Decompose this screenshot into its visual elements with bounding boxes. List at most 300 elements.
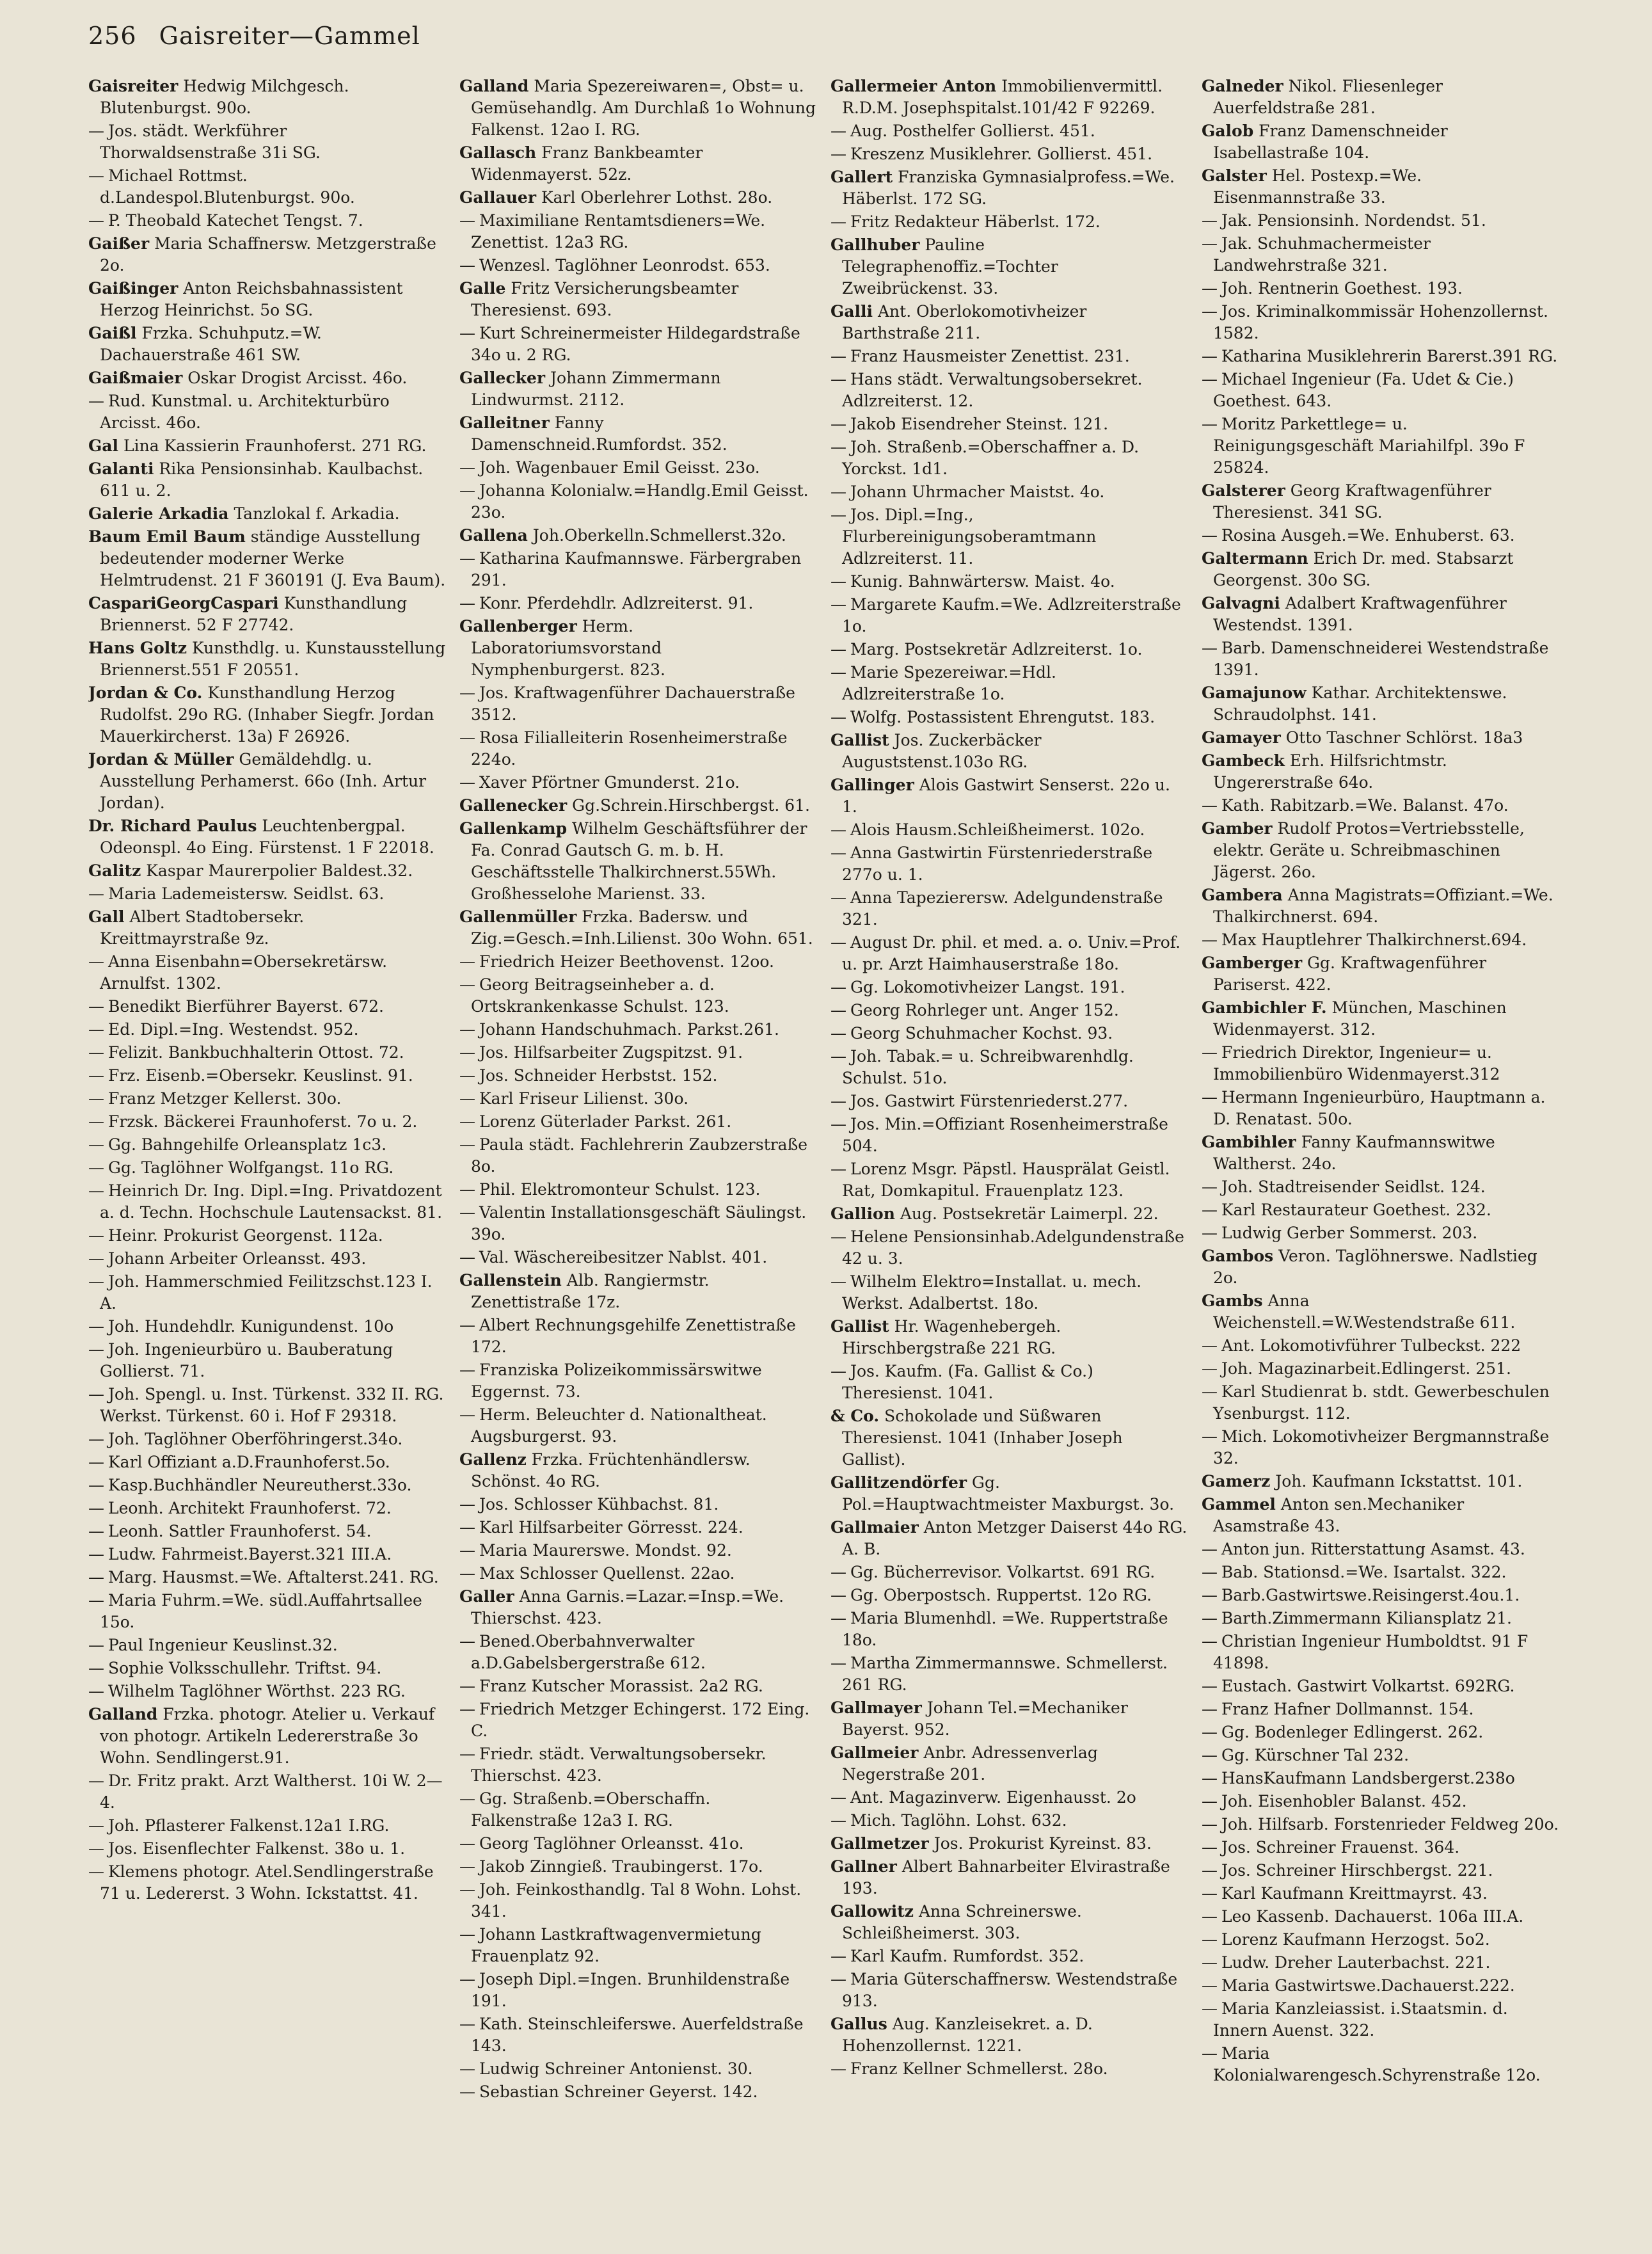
- directory-entry: [1202, 1952, 1560, 1974]
- directory-entry: [459, 1179, 818, 1201]
- directory-entry: [88, 1704, 447, 1769]
- entry-text: Hedwig Milchgesch. Blutenburgst. 90o.: [100, 77, 349, 117]
- entry-text: Alois Hausm.Schleißheimerst. 102o.: [850, 820, 1145, 839]
- entry-text: Franziska Polizeikommissärswitwe Eggernst. 73.: [471, 1361, 762, 1401]
- ditto-dash: —: [88, 1862, 104, 1881]
- entry-text: Joh. Pflasterer Falkenst.12a1 I.RG.: [108, 1816, 390, 1835]
- ditto-dash: —: [88, 1659, 104, 1677]
- ditto-dash: —: [830, 1609, 846, 1627]
- directory-entry: [459, 1879, 818, 1922]
- ditto-dash: —: [88, 1453, 104, 1471]
- ditto-dash: —: [1202, 1769, 1218, 1787]
- directory-entry: [459, 1494, 818, 1515]
- entry-surname: Gallenz: [459, 1450, 527, 1469]
- entry-text: Joh. Magazinarbeit.Edlingerst. 251.: [1221, 1359, 1511, 1378]
- ditto-dash: —: [1202, 1359, 1218, 1378]
- entry-text: P. Theobald Katechet Tengst. 7.: [108, 211, 363, 230]
- directory-entry: [88, 1248, 447, 1270]
- entry-text: Mich. Taglöhn. Lohst. 632.: [850, 1811, 1067, 1830]
- entry-text: Hans städt. Verwaltungsobersekret. Adlzreiterst. 12.: [842, 370, 1143, 410]
- directory-entry: [88, 278, 447, 321]
- directory-entry: [1202, 1494, 1560, 1537]
- entry-surname: Gallner: [830, 1857, 897, 1876]
- ditto-dash: —: [830, 1047, 846, 1066]
- directory-entry: [830, 887, 1189, 931]
- entry-surname: Galvagni: [1202, 594, 1280, 612]
- entry-text: Maria Maurerswe. Mondst. 92.: [479, 1541, 732, 1560]
- directory-entry: [830, 76, 1189, 119]
- ditto-dash: —: [1202, 1815, 1218, 1834]
- directory-entry: [1202, 1222, 1560, 1244]
- entry-surname: Gallecker: [459, 369, 546, 387]
- entry-text: Erich Dr. med. Stabsarzt Georgenst. 30o SG.: [1213, 549, 1514, 589]
- ditto-dash: —: [1202, 1632, 1218, 1651]
- directory-entry: [459, 1042, 818, 1064]
- entry-text: Gg. Bücherrevisor. Volkartst. 691 RG.: [850, 1563, 1156, 1581]
- directory-column-4: [1202, 76, 1560, 2232]
- entry-text: Kath. Steinschleiferswe. Auerfeldstraße 143.: [471, 2015, 804, 2055]
- entry-text: Anna Weichenstell.=W.Westendstraße 611.: [1213, 1291, 1516, 1332]
- entry-text: Hermann Ingenieurbüro, Hauptmann a. D. Renatast. 50o.: [1213, 1088, 1546, 1128]
- directory-entry: [830, 369, 1189, 412]
- entry-text: Felizit. Bankbuchhalterin Ottost. 72.: [108, 1043, 404, 1062]
- directory-entry: [88, 1271, 447, 1315]
- entry-surname: Gaißer: [88, 234, 150, 253]
- ditto-dash: —: [1202, 1723, 1218, 1741]
- directory-entry: [88, 906, 447, 950]
- directory-entry: [1202, 818, 1560, 883]
- entry-text: Gg. Pol.=Hauptwachtmeister Maxburgst. 3o.: [842, 1473, 1175, 1514]
- directory-entry: [830, 120, 1189, 142]
- entry-text: Konr. Pferdehdlr. Adlzreiterst. 91.: [479, 594, 754, 612]
- directory-entry: [88, 1384, 447, 1427]
- entry-surname: Gallmayer: [830, 1698, 922, 1717]
- directory-entry: [459, 457, 818, 479]
- entry-text: Ed. Dipl.=Ing. Westendst. 952.: [108, 1020, 359, 1039]
- entry-text: Leo Kassenb. Dachauerst. 106a III.A.: [1221, 1907, 1524, 1926]
- entry-text: Karl Kaufmann Kreittmayrst. 43.: [1221, 1884, 1488, 1903]
- directory-columns: [88, 76, 1560, 2232]
- directory-entry: [1202, 1975, 1560, 1997]
- entry-text: Pauline Telegraphenoffiz.=Tochter Zweibrückenst. 33.: [842, 236, 1058, 298]
- directory-entry: [830, 842, 1189, 886]
- entry-text: Ludwig Gerber Sommerst. 203.: [1221, 1224, 1478, 1242]
- ditto-dash: —: [88, 211, 104, 230]
- entry-surname: Galleitner: [459, 413, 550, 432]
- entry-text: Lorenz Güterlader Parkst. 261.: [479, 1112, 732, 1131]
- ditto-dash: —: [1202, 370, 1218, 388]
- entry-text: Frz. Eisenb.=Obersekr. Keuslinst. 91.: [108, 1066, 413, 1085]
- directory-entry: [459, 76, 818, 141]
- directory-entry: [830, 707, 1189, 728]
- directory-entry: [459, 548, 818, 591]
- entry-text: Johann Arbeiter Orleansst. 493.: [108, 1249, 367, 1268]
- directory-entry: [830, 1023, 1189, 1044]
- entry-surname: Gallenecker: [459, 796, 568, 815]
- entry-text: Kunsthdlg. u. Kunstausstellung Briennerst.551 F 20551.: [100, 639, 446, 679]
- entry-text: Nikol. Fliesenleger Auerfeldstraße 281.: [1213, 77, 1443, 117]
- directory-entry: [1202, 1290, 1560, 1334]
- directory-entry: [1202, 1608, 1560, 1629]
- entry-text: Anna Magistrats=Offiziant.=We. Thalkirchnerst. 694.: [1213, 886, 1553, 926]
- directory-entry: [459, 255, 818, 276]
- ditto-dash: —: [830, 122, 846, 140]
- directory-entry: [88, 1681, 447, 1702]
- directory-entry: [1202, 1860, 1560, 1882]
- ditto-dash: —: [459, 1316, 475, 1334]
- entry-text: Ludw. Dreher Lauterbachst. 221.: [1221, 1953, 1491, 1972]
- ditto-dash: —: [459, 594, 475, 612]
- directory-entry: [1202, 548, 1560, 591]
- directory-entry: [830, 1046, 1189, 1089]
- entry-text: Jak. Schuhmachermeister Landwehrstraße 321.: [1213, 234, 1431, 275]
- entry-surname: Gamberger: [1202, 954, 1303, 972]
- ditto-dash: —: [88, 1226, 104, 1245]
- entry-text: Immobilienvermittl. R.D.M. Josephspitalst.101/42 F 92269.: [842, 77, 1163, 117]
- ditto-dash: —: [1202, 1609, 1218, 1627]
- entry-text: Sophie Volksschullehr. Triftst. 94.: [108, 1659, 382, 1677]
- entry-text: Kreszenz Musiklehrer. Gollierst. 451.: [850, 145, 1153, 163]
- entry-text: Hel. Postexp.=We. Eisenmannstraße 33.: [1213, 166, 1422, 207]
- entry-text: Jos. Dipl.=Ing., Flurbereinigungsoberamtmann Adlzreiterst. 11.: [842, 506, 1097, 568]
- directory-entry: [1202, 1585, 1560, 1606]
- entry-text: Kaspar Maurerpolier Baldest.32.: [146, 861, 413, 880]
- ditto-dash: —: [459, 1541, 475, 1560]
- entry-text: Jos. Min.=Offiziant Rosenheimerstraße 504.: [842, 1115, 1168, 1155]
- entry-text: Leonh. Architekt Fraunhoferst. 72.: [108, 1499, 392, 1517]
- ditto-dash: —: [1202, 211, 1218, 230]
- directory-entry: [1202, 1471, 1560, 1492]
- entry-text: Erh. Hilfsrichtmstr. Ungererstraße 64o.: [1213, 751, 1447, 792]
- ditto-dash: —: [88, 1816, 104, 1835]
- entry-text: Albert Bahnarbeiter Elvirastraße 193.: [842, 1857, 1170, 1898]
- entry-text: Bened.Oberbahnverwalter a.D.Gabelsbergerstraße 612.: [471, 1632, 706, 1672]
- entry-text: Mich. Lokomotivheizer Bergmannstraße 32.: [1213, 1427, 1550, 1467]
- entry-text: Frzsk. Bäckerei Fraunhoferst. 7o u. 2.: [108, 1112, 418, 1131]
- entry-text: Georg Rohrleger unt. Anger 152.: [850, 1001, 1119, 1019]
- entry-surname: Galsterer: [1202, 481, 1285, 500]
- entry-text: Wolfg. Postassistent Ehrengutst. 183.: [850, 708, 1156, 726]
- directory-entry: [1202, 1768, 1560, 1789]
- entry-text: Katharina Musiklehrerin Barerst.391 RG.: [1221, 347, 1558, 365]
- directory-entry: [1202, 210, 1560, 232]
- entry-text: Aug. Posthelfer Gollierst. 451.: [850, 122, 1095, 140]
- ditto-dash: —: [1202, 1088, 1218, 1107]
- entry-text: Veron. Taglöhnerswe. Nadlstieg 2o.: [1213, 1247, 1537, 1287]
- entry-text: Gg.Schrein.Hirschbergst. 61.: [572, 796, 811, 815]
- ditto-dash: —: [88, 1317, 104, 1336]
- entry-text: Rud. Kunstmal. u. Architekturbüro Arcisst. 46o.: [100, 392, 390, 432]
- entry-text: Alois Gastwirt Senserst. 22o u. 1.: [842, 776, 1170, 816]
- entry-text: Joh. Hammerschmied Feilitzschst.123 I. A.: [100, 1272, 433, 1313]
- entry-text: Benedikt Bierführer Bayerst. 672.: [108, 997, 384, 1016]
- ditto-dash: —: [1202, 1382, 1218, 1401]
- ditto-dash: —: [459, 1632, 475, 1651]
- directory-entry: [459, 1247, 818, 1268]
- directory-entry: [830, 2013, 1189, 2057]
- ditto-dash: —: [88, 952, 104, 971]
- entry-text: Joh. Hilfsarb. Forstenrieder Feldweg 20o.: [1221, 1815, 1559, 1834]
- ditto-dash: —: [830, 347, 846, 365]
- directory-entry: [1202, 952, 1560, 996]
- entry-surname: Gallert: [830, 168, 893, 186]
- entry-text: Xaver Pförtner Gmunderst. 21o.: [479, 773, 740, 792]
- entry-surname: Gallermeier Anton: [830, 77, 997, 95]
- entry-text: Albert Rechnungsgehilfe Zenettistraße 172.: [471, 1316, 796, 1356]
- entry-text: Leuchtenbergpal. Odeonspl. 4o Eing. Fürstenst. 1 F 22018.: [100, 817, 434, 857]
- ditto-dash: —: [830, 1024, 846, 1043]
- ditto-dash: —: [88, 1839, 104, 1858]
- directory-entry: [1202, 750, 1560, 794]
- directory-entry: [88, 1225, 447, 1247]
- ditto-dash: —: [830, 1586, 846, 1604]
- ditto-dash: —: [830, 1115, 846, 1133]
- ditto-dash: —: [1202, 796, 1218, 815]
- ditto-dash: —: [459, 549, 475, 568]
- entry-text: Christian Ingenieur Humboldtst. 91 F 41898.: [1213, 1632, 1529, 1672]
- directory-entry: [830, 1158, 1189, 1202]
- entry-text: Gg. Kraftwagenführer Pariserst. 422.: [1213, 954, 1487, 994]
- ditto-dash: —: [88, 884, 104, 903]
- entry-text: Franziska Gymnasialprofess.=We. Häberlst. 172 SG.: [842, 168, 1175, 208]
- ditto-dash: —: [88, 1340, 104, 1359]
- directory-entry: [88, 1065, 447, 1087]
- entry-text: Gg. Oberpostsch. Ruppertst. 12o RG.: [850, 1586, 1152, 1604]
- ditto-dash: —: [88, 1135, 104, 1154]
- directory-entry: [1202, 1998, 1560, 2042]
- ditto-dash: —: [459, 1880, 475, 1899]
- ditto-dash: —: [830, 663, 846, 682]
- directory-entry: [459, 480, 818, 524]
- entry-surname: Gammel: [1202, 1495, 1276, 1514]
- directory-entry: [830, 436, 1189, 480]
- directory-entry: [830, 1226, 1189, 1270]
- entry-surname: Gallmaier: [830, 1518, 919, 1537]
- directory-entry: [1202, 682, 1560, 726]
- directory-entry: [830, 1652, 1189, 1696]
- directory-entry: [459, 142, 818, 186]
- ditto-dash: —: [459, 975, 475, 994]
- directory-entry: [830, 1316, 1189, 1359]
- entry-surname: Gallist: [830, 731, 889, 749]
- directory-entry: [88, 593, 447, 636]
- entry-text: Johann Lastkraftwagenvermietung Frauenplatz 92.: [471, 1925, 761, 1965]
- directory-entry: [88, 233, 447, 276]
- entry-text: Valentin Installationsgeschäft Säulingst. 39o.: [471, 1203, 807, 1243]
- entry-surname: Jordan & Müller: [88, 750, 234, 769]
- ditto-dash: —: [1202, 1677, 1218, 1695]
- entry-text: Frzka. Schuhputz.=W. Dachauerstraße 461 SW.: [100, 324, 322, 364]
- ditto-dash: —: [88, 1682, 104, 1700]
- entry-surname: Dr. Richard Paulus: [88, 817, 257, 835]
- directory-entry: [88, 1658, 447, 1679]
- entry-surname: Gallenstein: [459, 1271, 562, 1290]
- directory-entry: [459, 210, 818, 253]
- entry-text: Kunsthandlung Herzog Rudolfst. 29o RG. (Inhaber Siegfr. Jordan Mauerkircherst. 13a) F 26926.: [100, 683, 434, 746]
- ditto-dash: —: [459, 1495, 475, 1514]
- entry-text: Karl Friseur Lilienst. 30o.: [479, 1089, 689, 1108]
- entry-text: Anna Tapezierersw. Adelgundenstraße 321.: [842, 888, 1163, 929]
- entry-text: Kasp.Buchhändler Neureutherst.33o.: [108, 1476, 412, 1494]
- entry-text: Frzka. photogr. Atelier u. Verkauf von photogr. Artikeln Ledererstraße 3o Wohn. Sendlingerst.91.: [100, 1705, 435, 1767]
- entry-text: Johann Zimmermann Lindwurmst. 2112.: [471, 369, 721, 409]
- directory-entry: [459, 187, 818, 209]
- directory-entry: [830, 234, 1189, 300]
- entry-text: Kunsthandlung Briennerst. 52 F 27742.: [100, 594, 408, 634]
- entry-surname: Gallena: [459, 526, 528, 545]
- entry-text: Jos. Kriminalkommissär Hohenzollernst. 1582.: [1213, 302, 1548, 342]
- directory-entry: [1202, 637, 1560, 681]
- directory-entry: [830, 774, 1189, 818]
- directory-entry: [459, 1586, 818, 1629]
- entry-text: Joh. Stadtreisender Seidlst. 124.: [1221, 1178, 1486, 1196]
- entry-text: Georg Schuhmacher Kochst. 93.: [850, 1024, 1113, 1043]
- directory-entry: [459, 682, 818, 726]
- directory-entry: [88, 1544, 447, 1565]
- entry-text: Kunig. Bahnwärtersw. Maist. 4o.: [850, 572, 1115, 591]
- entry-text: Karl Oberlehrer Lothst. 28o.: [541, 188, 773, 207]
- entry-surname: Gallus: [830, 2015, 887, 2033]
- directory-entry: [88, 1111, 447, 1133]
- entry-text: Ant. Lokomotivführer Tulbeckst. 222: [1221, 1336, 1521, 1355]
- entry-text: Jos. Kraftwagenführer Dachauerstraße 3512.: [471, 683, 795, 724]
- ditto-dash: —: [459, 256, 475, 275]
- entry-text: Katharina Kaufmannswe. Färbergraben 291.: [471, 549, 802, 589]
- directory-entry: [88, 1180, 447, 1224]
- entry-text: Rudolf Protos=Vertriebsstelle, elektr. Geräte u. Schreibmaschinen Jägerst. 26o.: [1213, 819, 1525, 881]
- ditto-dash: —: [88, 1089, 104, 1108]
- ditto-dash: —: [830, 820, 846, 839]
- ditto-dash: —: [88, 1499, 104, 1517]
- entry-text: Otto Taschner Schlörst. 18a3: [1285, 728, 1523, 747]
- ditto-dash: —: [459, 481, 475, 500]
- entry-surname: Gambos: [1202, 1247, 1274, 1265]
- entry-text: Max Schlosser Quellenst. 22ao.: [479, 1564, 735, 1583]
- directory-entry: [459, 2081, 818, 2103]
- ditto-dash: —: [1202, 234, 1218, 253]
- entry-text: Gg. Kürschner Tal 232.: [1221, 1746, 1410, 1764]
- directory-entry: [459, 1270, 818, 1313]
- ditto-dash: —: [88, 1522, 104, 1540]
- entry-text: Karl Kaufm. Rumfordst. 352.: [850, 1947, 1084, 1965]
- page-running-title: Gaisreiter—Gammel: [159, 22, 420, 50]
- directory-entry: [1202, 346, 1560, 367]
- ditto-dash: —: [459, 1789, 475, 1808]
- directory-entry: [88, 1521, 447, 1542]
- directory-entry: [1202, 1883, 1560, 1905]
- ditto-dash: —: [88, 1020, 104, 1039]
- entry-text: Joh. Tabak.= u. Schreibwarenhdlg. Schulst. 51o.: [842, 1047, 1134, 1087]
- entry-text: Margarete Kaufm.=We. Adlzreiterstraße 1o.: [842, 595, 1181, 635]
- entry-text: Friedr. städt. Verwaltungsobersekr. Thierschst. 423.: [471, 1745, 766, 1785]
- entry-text: Jos. Eisenflechter Falkenst. 38o u. 1.: [108, 1839, 406, 1858]
- directory-entry: [459, 727, 818, 771]
- entry-text: Jos. Kaufm. (Fa. Gallist & Co.) Theresienst. 1041.: [842, 1362, 1093, 1402]
- ditto-dash: —: [459, 773, 475, 792]
- page-header: [88, 22, 420, 50]
- entry-text: Heinrich Dr. Ing. Dipl.=Ing. Privatdozent a. d. Techn. Hochschule Lautensackst. 81.: [100, 1181, 443, 1222]
- entry-text: Lina Kassierin Fraunhoferst. 271 RG.: [123, 436, 427, 455]
- entry-text: Wilhelm Elektro=Installat. u. mech. Werkst. Adalbertst. 18o.: [842, 1272, 1142, 1313]
- directory-entry: [830, 662, 1189, 705]
- ditto-dash: —: [459, 1745, 475, 1763]
- ditto-dash: —: [88, 1385, 104, 1403]
- directory-entry: [830, 1946, 1189, 1967]
- directory-entry: [830, 1787, 1189, 1809]
- entry-surname: Baum Emil Baum: [88, 527, 246, 546]
- entry-text: Wilhelm Geschäftsführer der Fa. Conrad Gautsch G. m. b. H. Geschäftsstelle Thalkirchnerst.55Wh. Großhesselohe Marienst. 33.: [471, 819, 807, 903]
- ditto-dash: —: [88, 1771, 104, 1790]
- ditto-dash: —: [830, 1272, 846, 1291]
- ditto-dash: —: [1202, 1907, 1218, 1926]
- entry-surname: Gaisreiter: [88, 77, 179, 95]
- ditto-dash: —: [459, 1112, 475, 1131]
- directory-entry: [88, 1339, 447, 1382]
- directory-entry: [459, 951, 818, 973]
- entry-text: Rosa Filialleiterin Rosenheimerstraße 224o.: [471, 728, 788, 769]
- entry-text: Bab. Stationsd.=We. Isartalst. 322.: [1221, 1563, 1507, 1581]
- directory-entry: [88, 390, 447, 434]
- entry-text: Klemens photogr. Atel.Sendlingerstraße 71 u. Ledererst. 3 Wohn. Ickstattst. 41.: [100, 1862, 434, 1903]
- ditto-dash: —: [830, 1092, 846, 1110]
- entry-text: Johann Tel.=Mechaniker Bayerst. 952.: [842, 1698, 1128, 1739]
- entry-surname: Gallasch: [459, 143, 537, 162]
- entry-text: Max Hauptlehrer Thalkirchnerst.694.: [1221, 931, 1527, 949]
- directory-entry: [88, 1451, 447, 1473]
- directory-entry: [88, 883, 447, 905]
- directory-entry: [88, 458, 447, 502]
- entry-text: Jos. Schlosser Kühbachst. 81.: [479, 1495, 719, 1514]
- directory-entry: [459, 1743, 818, 1787]
- directory-entry: [830, 1472, 1189, 1515]
- entry-surname: Gamber: [1202, 819, 1273, 838]
- directory-entry: [88, 120, 447, 164]
- entry-text: Barb. Damenschneiderei Westendstraße 1391.: [1213, 639, 1549, 679]
- directory-entry: [88, 323, 447, 366]
- entry-text: Gg. Lokomotivheizer Langst. 191.: [850, 978, 1125, 996]
- directory-entry: [1202, 76, 1560, 119]
- entry-text: Fanny Damenschneid.Rumfordst. 352.: [471, 413, 727, 454]
- ditto-dash: —: [88, 1476, 104, 1494]
- directory-entry: [830, 143, 1189, 165]
- ditto-dash: —: [1202, 1930, 1218, 1949]
- directory-entry: [830, 1405, 1189, 1471]
- ditto-dash: —: [830, 370, 846, 388]
- ditto-dash: —: [459, 1925, 475, 1944]
- directory-entry: [88, 1635, 447, 1656]
- directory-entry: [88, 1428, 447, 1450]
- entry-text: Joh. Wagenbauer Emil Geisst. 23o.: [479, 458, 760, 477]
- entry-text: Maria Kanzleiassist. i.Staatsmin. d. Innern Auenst. 322.: [1213, 1999, 1508, 2040]
- entry-text: München, Maschinen Widenmayerst. 312.: [1213, 998, 1507, 1039]
- directory-entry: [459, 795, 818, 817]
- entry-text: Joh. Eisenhobler Balanst. 452.: [1221, 1792, 1467, 1810]
- entry-surname: & Co.: [830, 1407, 880, 1425]
- directory-entry: [830, 1742, 1189, 1786]
- entry-text: August Dr. phil. et med. a. o. Univ.=Prof. u. pr. Arzt Haimhauserstraße 18o.: [842, 933, 1181, 973]
- directory-entry: [88, 367, 447, 389]
- entry-text: Michael Rottmst. d.Landespol.Blutenburgst. 90o.: [100, 166, 355, 207]
- ditto-dash: —: [459, 1834, 475, 1853]
- ditto-dash: —: [830, 1947, 846, 1965]
- entry-text: Schokolade und Süßwaren Theresienst. 1041 (Inhaber Joseph Gallist).: [842, 1407, 1123, 1469]
- entry-surname: Gamajunow: [1202, 683, 1307, 702]
- entry-text: Maximiliane Rentamtsdieners=We. Zenettist. 12a3 RG.: [471, 211, 766, 252]
- directory-entry: [459, 772, 818, 794]
- directory-entry: [1202, 278, 1560, 300]
- entry-text: Paul Ingenieur Keuslinst.32.: [108, 1636, 338, 1654]
- entry-text: Joh. Rentnerin Goethest. 193.: [1221, 279, 1463, 298]
